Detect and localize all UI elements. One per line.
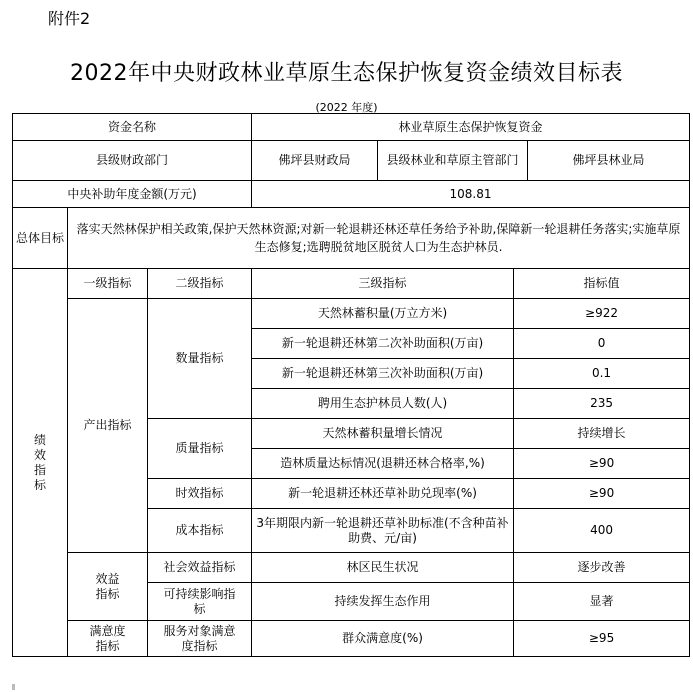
row4-name: 聘用生态护林员人数(人) bbox=[252, 389, 514, 419]
header-level2: 二级指标 bbox=[148, 269, 252, 299]
row7-name: 新一轮退耕还林还草补助兑现率(%) bbox=[252, 479, 514, 509]
sustain-indicator-label: 可持续影响指标 bbox=[148, 583, 252, 621]
table-row bbox=[13, 621, 690, 657]
row1-value: ≥922 bbox=[514, 299, 690, 329]
row11-value: ≥95 bbox=[514, 621, 690, 657]
satisfaction-indicator-label: 满意度指标 bbox=[68, 621, 148, 657]
row10-name: 持续发挥生态作用 bbox=[252, 583, 514, 621]
row7-value: ≥90 bbox=[514, 479, 690, 509]
output-indicator-label: 产出指标 bbox=[68, 299, 148, 553]
row5-name: 天然林蓄积量增长情况 bbox=[252, 419, 514, 449]
row11-name: 群众满意度(%) bbox=[252, 621, 514, 657]
county-finance-value: 佛坪县财政局 bbox=[278, 153, 351, 167]
header-level3: 三级指标 bbox=[252, 269, 514, 299]
row4-value: 235 bbox=[514, 389, 690, 419]
row9-value: 逐步改善 bbox=[514, 553, 690, 583]
quantity-indicator-label: 数量指标 bbox=[148, 299, 252, 419]
table-row bbox=[13, 299, 690, 329]
performance-table bbox=[12, 113, 690, 657]
row2-value: 0 bbox=[514, 329, 690, 359]
performance-indicator-label: 绩效指标 bbox=[13, 269, 68, 657]
row8-value: 400 bbox=[514, 509, 690, 553]
scroll-mark bbox=[12, 684, 15, 690]
row9-name: 林区民生状况 bbox=[252, 553, 514, 583]
row6-value: ≥90 bbox=[514, 449, 690, 479]
row3-value: 0.1 bbox=[514, 359, 690, 389]
quality-indicator-label: 质量指标 bbox=[148, 419, 252, 479]
overall-goal-label: 总体目标 bbox=[13, 208, 68, 269]
page-title: 2022年中央财政林业草原生态保护恢复资金绩效目标表 bbox=[70, 61, 623, 86]
annex-label: 附件2 bbox=[48, 9, 91, 28]
header-level1: 一级指标 bbox=[68, 269, 148, 299]
row6-name: 造林质量达标情况(退耕还林合格率,%) bbox=[252, 449, 514, 479]
overall-goal-text: 落实天然林保护相关政策,保护天然林资源;对新一轮退耕还林还草任务给予补助,保障新一轮退耕任务落实;实施草原生态修复;选聘脱贫地区脱贫人口为生态护林员. bbox=[68, 208, 690, 269]
header-value: 指标值 bbox=[514, 269, 690, 299]
county-forestry-label: 县级林业和草原主管部门 bbox=[378, 141, 528, 180]
subsidy-label: 中央补助年度金额(万元) bbox=[13, 181, 252, 208]
fund-name-value: 林业草原生态保护恢复资金 bbox=[252, 114, 690, 141]
row8-name: 3年期限内新一轮退耕还草补助标准(不含种苗补助费、元/亩) bbox=[252, 509, 514, 553]
header-row bbox=[13, 269, 690, 299]
county-finance-label: 县级财政部门 bbox=[13, 141, 252, 181]
subsidy-row bbox=[13, 181, 690, 208]
table-row bbox=[13, 553, 690, 583]
year-label: (2022 年度) bbox=[315, 101, 378, 114]
row3-name: 新一轮退耕还林第三次补助面积(万亩) bbox=[252, 359, 514, 389]
timeliness-indicator-label: 时效指标 bbox=[148, 479, 252, 509]
county-forestry-value: 佛坪县林业局 bbox=[572, 153, 645, 167]
benefit-indicator-label: 效益指标 bbox=[68, 553, 148, 621]
social-benefit-label: 社会效益指标 bbox=[148, 553, 252, 583]
row10-value: 显著 bbox=[514, 583, 690, 621]
subsidy-amount: 108.81 bbox=[252, 181, 690, 208]
fund-name-row bbox=[13, 114, 690, 141]
cost-indicator-label: 成本指标 bbox=[148, 509, 252, 553]
service-satisfaction-label: 服务对象满意度指标 bbox=[148, 621, 252, 657]
overall-goal-row bbox=[13, 208, 690, 269]
row5-value: 持续增长 bbox=[514, 419, 690, 449]
row1-name: 天然林蓄积量(万立方米) bbox=[252, 299, 514, 329]
department-row bbox=[13, 141, 690, 181]
row2-name: 新一轮退耕还林第二次补助面积(万亩) bbox=[252, 329, 514, 359]
fund-name-label: 资金名称 bbox=[13, 114, 252, 141]
